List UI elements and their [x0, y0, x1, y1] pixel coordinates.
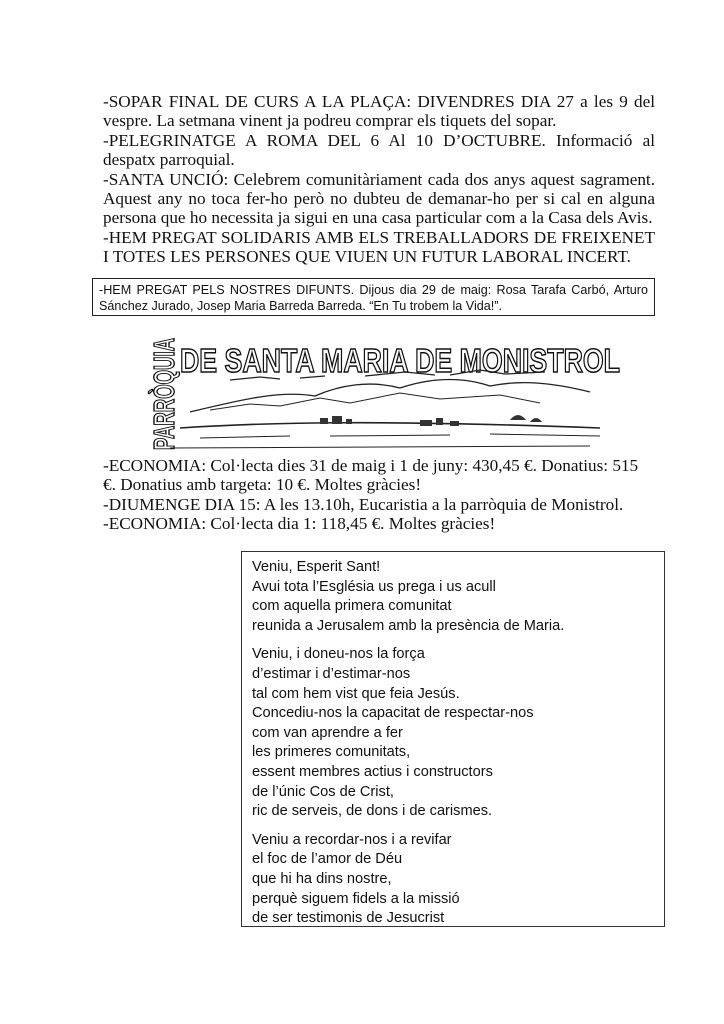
prayer-line: que hi ha dins nostre, — [252, 870, 392, 887]
prayer-line: reunida a Jerusalem amb la presència de Maria. — [252, 617, 565, 634]
notice-diumenge: -DIUMENGE DIA 15: A les 13.10h, Eucaristia a la parròquia de Monistrol. — [103, 494, 624, 514]
prayer-box — [241, 551, 665, 927]
announcement-freixenet: -HEM PREGAT SOLIDARIS AMB ELS TREBALLADORS DE FREIXENET I TOTES LES PERSONES QUE VIUEN UN FUTUR LABORAL INCERT. — [103, 227, 655, 267]
prayer-stanza-3 — [252, 831, 664, 929]
prayer-line: Veniu, Esperit Sant! — [252, 559, 381, 575]
prayer-stanza-1 — [252, 558, 664, 636]
announcement-pelegrinatge: -PELEGRINATGE A ROMA DEL 6 Al 10 D’OCTUBRE. Informació al despatx parroquial. — [103, 130, 655, 170]
prayer-line: de l’únic Cos de Crist, — [252, 783, 394, 800]
banner-side-text: PARRÒQUIA — [149, 274, 181, 450]
difunts-notice-box — [92, 278, 655, 316]
prayer-line: d’estimar i d’estimar-nos — [252, 665, 411, 682]
prayer-stanza-2 — [252, 645, 664, 821]
prayer-line: tal com hem vist que feia Jesús. — [252, 685, 460, 702]
mountain-landscape — [170, 370, 600, 448]
prayer-line: el foc de l’amor de Déu — [252, 851, 403, 868]
notice-economia-1: -ECONOMIA: Col·lecta dies 31 de maig i 1 de juny: 430,45 €. Donatius: 515 €. Donatius amb targeta: 10 €. Moltes gràcies! — [103, 456, 639, 495]
prayer-line: les primeres comunitats, — [252, 744, 411, 761]
prayer-line: ric de serveis, de dons i de carismes. — [252, 803, 493, 820]
notice-economia-2: -ECONOMIA: Col·lecta dia 1: 118,45 €. Moltes gràcies! — [103, 514, 496, 534]
prayer-line: de ser testimonis de Jesucrist — [252, 910, 445, 927]
prayer-line: com aquella primera comunitat — [252, 598, 452, 615]
prayer-line: essent membres actius i constructors — [252, 763, 493, 780]
difunts-notice: -HEM PREGAT PELS NOSTRES DIFUNTS. Dijous dia 29 de maig: Rosa Tarafa Carbó, Arturo Sánchez Jurado, Josep Maria Barreda Barreda. “En Tu trobem la Vida!”. — [99, 283, 648, 313]
banner-title: DE SANTA MARIA DE MONISTROL — [180, 342, 620, 379]
announcements-block — [103, 92, 655, 267]
prayer-line: Veniu, i doneu-nos la força — [252, 646, 425, 663]
prayer-line: Concediu-nos la capacitat de respectar-nos — [252, 705, 534, 722]
notices-block — [103, 456, 655, 534]
prayer-line: perquè siguem fidels a la missió — [252, 890, 460, 907]
prayer-line: com van aprendre a fer — [252, 724, 403, 741]
prayer-line: Veniu a recordar-nos i a revifar — [252, 831, 452, 848]
announcement-santa-uncio: -SANTA UNCIÓ: Celebrem comunitàriament cada dos anys aquest sagrament. Aquest any no toca fer-ho però no dubteu de demanar-ho per si cal en alguna persona que ho necessita ja sigui en una casa particular com a la Casa dels Avis. — [103, 169, 655, 228]
announcement-sopar: -SOPAR FINAL DE CURS A LA PLAÇA: DIVENDRES DIA 27 a les 9 del vespre. La setmana vinent ja podreu comprar els tiquets del sopar. — [103, 92, 655, 131]
prayer-line: Avui tota l’Església us prega i us acull — [252, 578, 496, 595]
